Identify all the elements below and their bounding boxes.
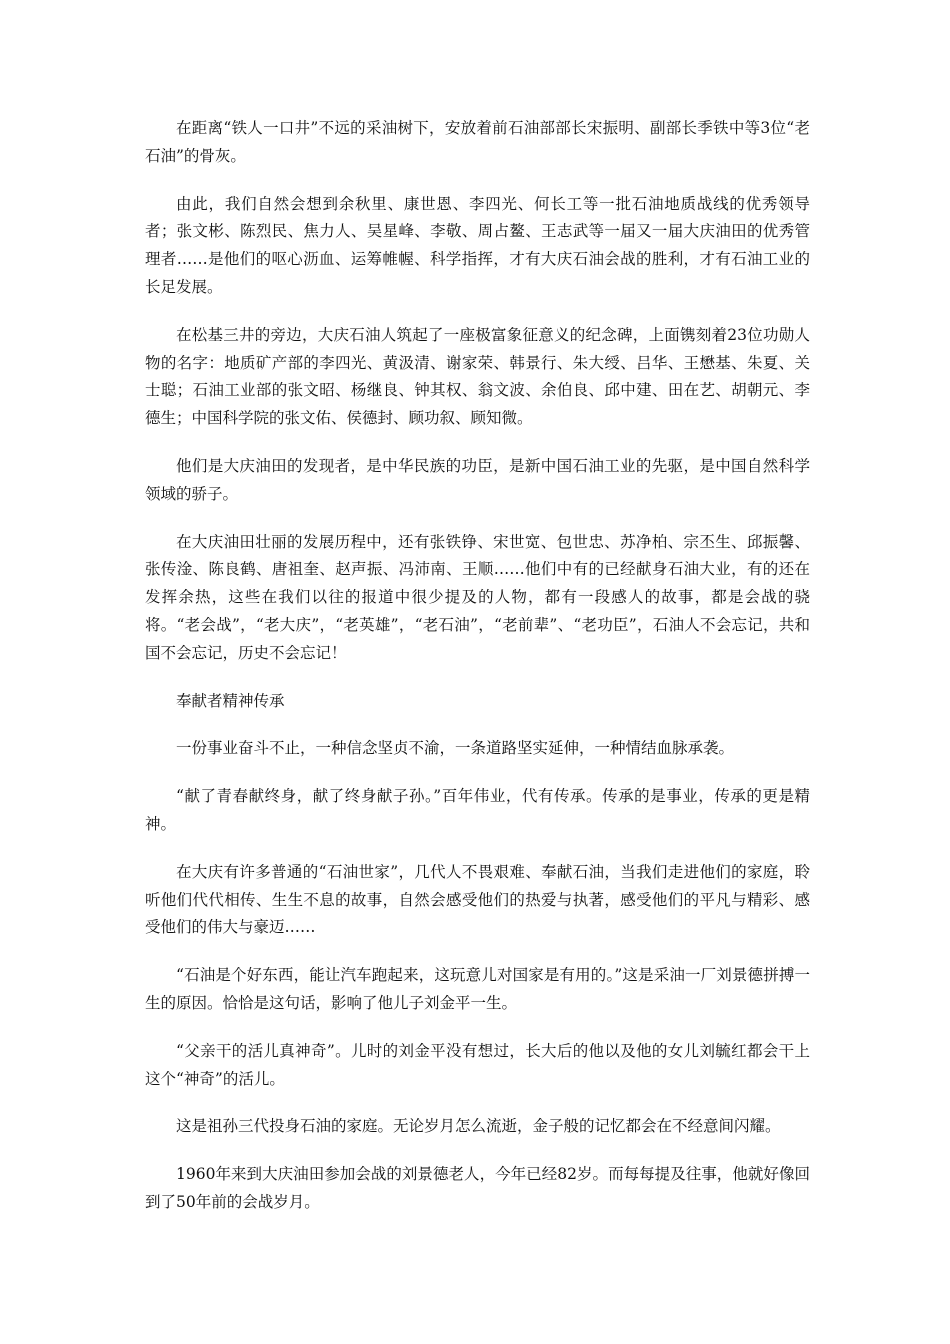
article-body — [145, 115, 810, 1237]
section-heading: 奉献者精神传承 — [176, 691, 285, 710]
paragraph-ashes: 在距离“铁人一口井”不远的采油树下，安放着前石油部部长宋振明、副部长季铁中等3位“老石油”的骨灰。 — [145, 119, 810, 165]
paragraph-leaders: 由此，我们自然会想到余秋里、康世恩、李四光、何长工等一批石油地质战线的优秀领导者；张文彬、陈烈民、焦力人、吴星峰、李敬、周占鳌、王志武等一届又一届大庆油田的优秀管理者……是他们的呕心沥血、运筹帷幄、科学指挥，才有大庆石油会战的胜利，才有石油工业的长足发展。 — [145, 194, 810, 296]
paragraph-1960: 1960年来到大庆油田参加会战的刘景德老人，今年已经82岁。而每每提及往事，他就好像回到了50年前的会战岁月。 — [145, 1165, 810, 1211]
paragraph-three-generations: 这是祖孙三代投身石油的家庭。无论岁月怎么流逝，金子般的记忆都会在不经意间闪耀。 — [176, 1117, 781, 1136]
paragraph-legacy-quote: “献了青春献终身，献了终身献子孙。”百年伟业，代有传承。传承的是事业，传承的更是精神。 — [145, 787, 810, 833]
paragraph-veterans: 在大庆油田壮丽的发展历程中，还有张铁铮、宋世宽、包世忠、苏净柏、宗丕生、邱振馨、张传淦、陈良鹤、唐祖奎、赵声振、冯沛南、王顺……他们中有的已经献身石油大业，有的还在发挥余热，这些在我们以往的报道中很少提及的人物，都有一段感人的故事，都是会战的骁将。“老会战”，“老大庆”，“老英雄”，“老石油”，“老前辈”、“老功臣”，石油人不会忘记，共和国不会忘记，历史不会忘记！ — [145, 532, 810, 662]
paragraph-monument: 在松基三井的旁边，大庆石油人筑起了一座极富象征意义的纪念碑，上面镌刻着23位功勋人物的名字：地质矿产部的李四光、黄汲清、谢家荣、韩景行、朱大绶、吕华、王懋基、朱夏、关士聪；石油工业部的张文昭、杨继良、钟其权、翁文波、余伯良、邱中建、田在艺、胡朝元、李德生；中国科学院的张文佑、侯德封、顾功叙、顾知微。 — [145, 325, 810, 428]
paragraph-liu-jingde-quote: “石油是个好东西，能让汽车跑起来，这玩意儿对国家是有用的。”这是采油一厂刘景德拼搏一生的原因。恰恰是这句话，影响了他儿子刘金平一生。 — [145, 966, 810, 1012]
paragraph-discoverers: 他们是大庆油田的发现者，是中华民族的功臣，是新中国石油工业的先驱，是中国自然科学领域的骄子。 — [145, 456, 810, 503]
paragraph-liu-jinping: “父亲干的活儿真神奇”。儿时的刘金平没有想过，长大后的他以及他的女儿刘毓红都会干上这个“神奇”的活儿。 — [145, 1041, 810, 1088]
paragraph-oil-families: 在大庆有许多普通的“石油世家”，几代人不畏艰难、奉献石油，当我们走进他们的家庭，聆听他们代代相传、生生不息的故事，自然会感受他们的热爱与执著，感受他们的平凡与精彩、感受他们的伟大与豪迈…… — [145, 862, 810, 937]
paragraph-devotion: 一份事业奋斗不止，一种信念坚贞不渝，一条道路坚实延伸，一种情结血脉承袭。 — [176, 739, 735, 758]
